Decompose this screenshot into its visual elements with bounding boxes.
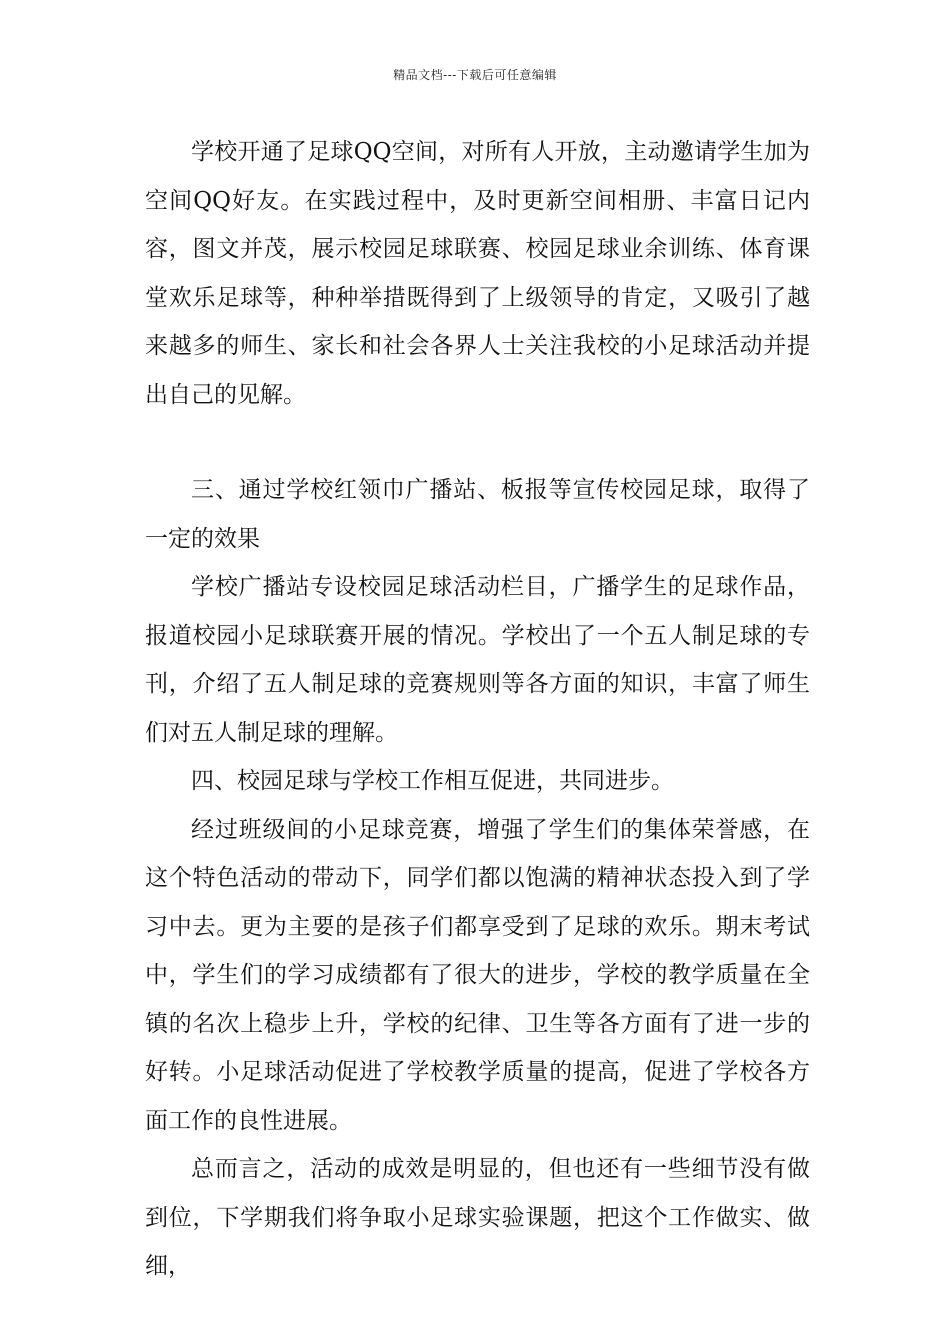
paragraph-broadcast-station: 学校广播站专设校园足球活动栏目，广播学生的足球作品，报道校园小足球联赛开展的情况。学校出了一个五人制足球的专刊，介绍了五人制足球的竞赛规则等各方面的知识，丰富了师生们对五人制足球的理解。 xyxy=(145,574,810,746)
section-heading-four: 四、校园足球与学校工作相互促进，共同进步。 xyxy=(191,768,674,794)
page-header: 精品文档---下载后可任意编辑 xyxy=(393,68,557,82)
paragraph-summary: 总而言之，活动的成效是明显的，但也还有一些细节没有做到位，下学期我们将争取小足球实验课题，把这个工作做实、做细， xyxy=(145,1156,810,1279)
section-heading-three: 三、通过学校红领巾广播站、板报等宣传校园足球，取得了一定的效果 xyxy=(145,477,810,552)
paragraph-qq-space: 学校开通了足球QQ空间，对所有人开放，主动邀请学生加为空间QQ好友。在实践过程中，及时更新空间相册、丰富日记内容，图文并茂，展示校园足球联赛、校园足球业余训练、体育课堂欢乐足球等，种种举措既得到了上级领导的肯定，又吸引了越来越多的师生、家长和社会各界人士关注我校的小足球活动并提出自己的见解。 xyxy=(145,139,810,408)
paragraph-class-competition: 经过班级间的小足球竞赛，增强了学生们的集体荣誉感，在这个特色活动的带动下，同学们都以饱满的精神状态投入到了学习中去。更为主要的是孩子们都享受到了足球的欢乐。期末考试中，学生们的学习成绩都有了很大的进步，学校的教学质量在全镇的名次上稳步上升，学校的纪律、卫生等各方面有了进一步的好转。小足球活动促进了学校教学质量的提高，促进了学校各方面工作的良性进展。 xyxy=(145,816,810,1134)
document-body xyxy=(145,128,810,1291)
